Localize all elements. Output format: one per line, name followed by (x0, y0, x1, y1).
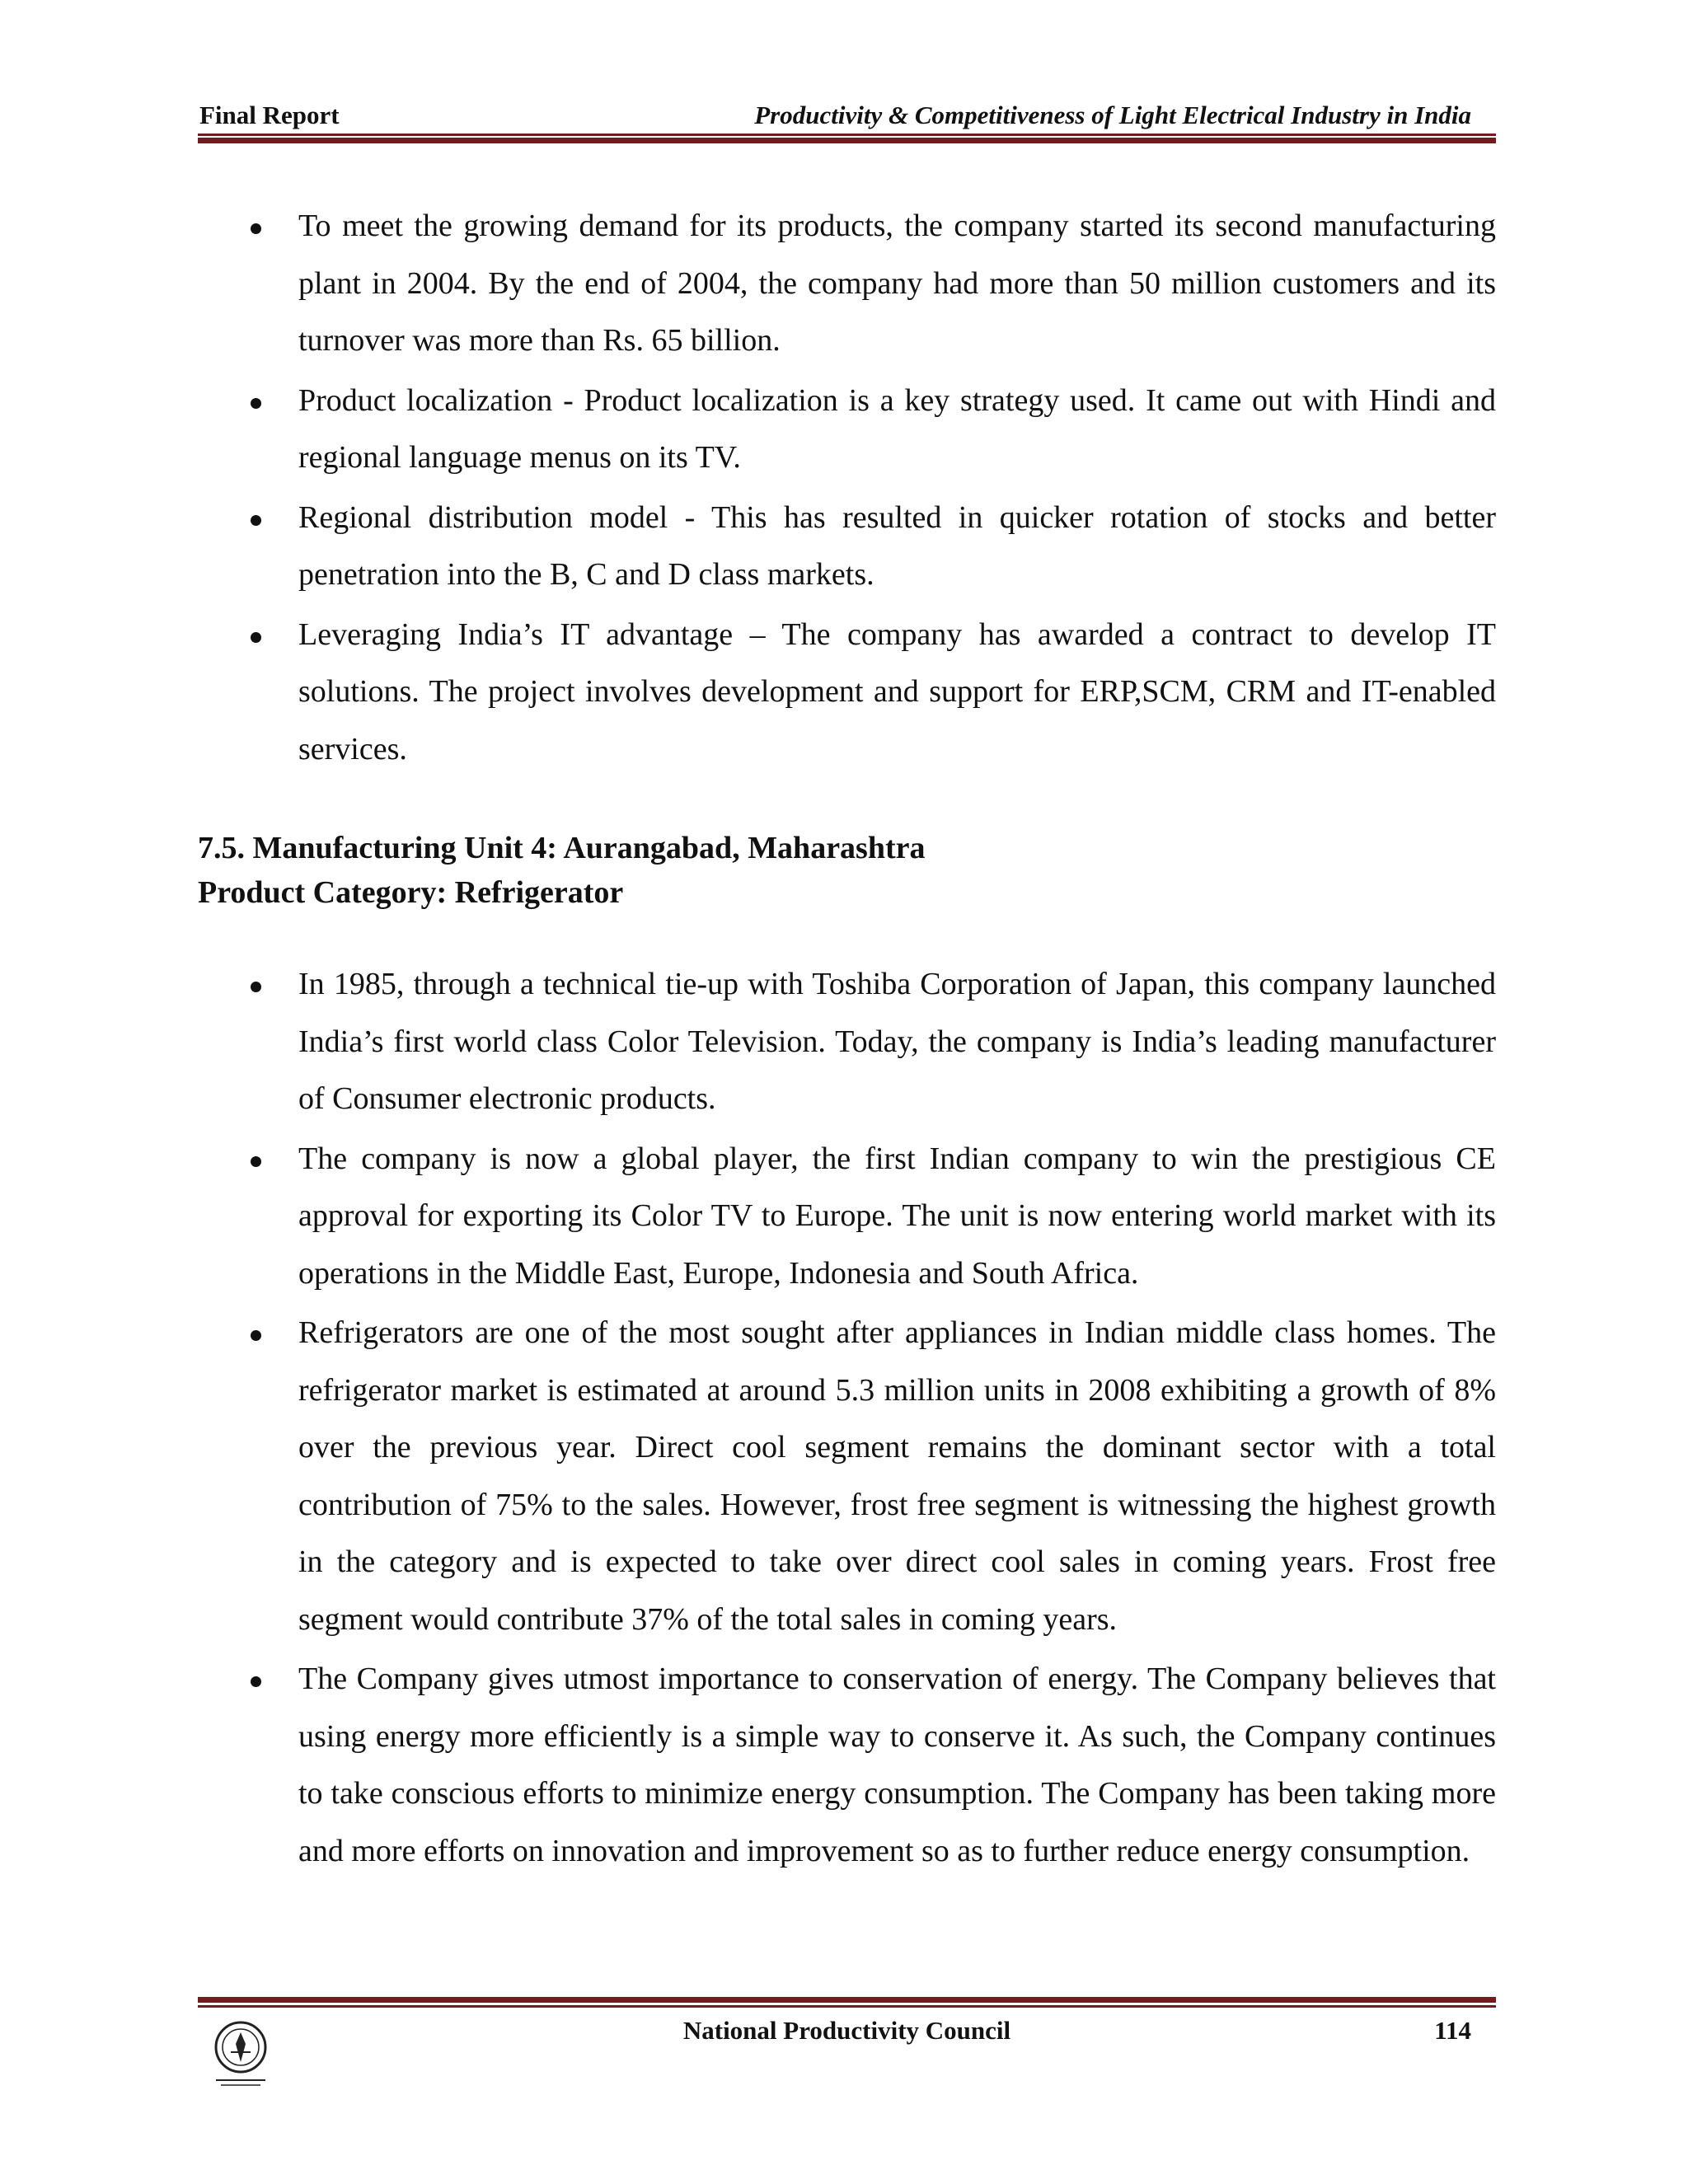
page-number: 114 (1434, 2016, 1471, 2045)
bullet-list-bottom (198, 956, 1496, 1880)
list-item-text: Product localization - Product localization is a key strategy used. It came out with Hindi and regional language menus on its TV. (298, 382, 1496, 475)
section-header (198, 826, 1496, 915)
page-header (198, 97, 1496, 134)
list-item-text: In 1985, through a technical tie-up with Toshiba Corporation of Japan, this company launched India’s first world class Color Television. Today, the company is India’s leading manufacturer of Consumer electronic products. (298, 967, 1496, 1116)
list-item (198, 1651, 1496, 1880)
bullet-icon (251, 1156, 261, 1167)
list-item-text: The company is now a global player, the first Indian company to win the prestigious CE approval for exporting its Color TV to Europe. The unit is now entering world market with its operations in the Middle East, Europe, Indonesia and South Africa. (298, 1141, 1496, 1291)
footer-rule-thick (198, 1997, 1496, 2003)
list-item (198, 1131, 1496, 1303)
bullet-icon (251, 632, 261, 643)
section-heading: 7.5. Manufacturing Unit 4: Aurangabad, Maharashtra (198, 831, 926, 865)
list-item (198, 607, 1496, 779)
header-report-label: Final Report (199, 101, 340, 129)
list-item (198, 1305, 1496, 1648)
header-rule-thick (198, 138, 1496, 143)
page-footer (198, 2011, 1496, 2085)
footer-rule-thin (198, 2005, 1496, 2008)
list-item (198, 373, 1496, 487)
list-item-text: Refrigerators are one of the most sought after appliances in Indian middle class homes. The refrigerator market is estimated at around 5.3 million units in 2008 exhibiting a growth of 8% over the previous year. Direct cool segment remains the dominant sector with a total contribution of 75% to the sales. However, frost free segment is witnessing the highest growth in the category and is expected to take over direct cool sales in coming years. Frost free segment would contribute 37% of the total sales in coming years. (298, 1315, 1496, 1637)
bullet-icon (251, 223, 261, 234)
list-item-text: Regional distribution model - This has resulted in quicker rotation of stocks and better penetration into the B, C and D class markets. (298, 499, 1496, 592)
bullet-icon (251, 982, 261, 992)
bullet-list-top (198, 198, 1496, 778)
section-subheading: Product Category: Refrigerator (198, 875, 624, 910)
list-item-text: To meet the growing demand for its products, the company started its second manufacturing plant in 2004. By the end of 2004, the company had more than 50 million customers and its turnover was more than Rs. 65 billion. (298, 209, 1496, 358)
list-item (198, 956, 1496, 1128)
bullet-icon (251, 398, 261, 409)
list-item-text: The Company gives utmost importance to conservation of energy. The Company believes that using energy more efficiently is a simple way to conserve it. As such, the Company continues to take conscious efforts to minimize energy consumption. The Company has been taking more and more efforts on innovation and improvement so as to further reduce energy consumption. (298, 1661, 1496, 1868)
header-rule-thin (198, 134, 1496, 136)
header-document-title: Productivity & Competitiveness of Light Electrical Industry in India (754, 101, 1471, 129)
list-item (198, 490, 1496, 604)
bullet-icon (251, 1676, 261, 1687)
list-item-text: Leveraging India’s IT advantage – The company has awarded a contract to develop IT solutions. The project involves development and support for ERP,SCM, CRM and IT-enabled services. (298, 616, 1496, 766)
bullet-icon (251, 1330, 261, 1341)
bullet-icon (251, 515, 261, 526)
list-item (198, 198, 1496, 370)
page-body (198, 198, 1496, 1882)
footer-organization: National Productivity Council (682, 2016, 1011, 2045)
